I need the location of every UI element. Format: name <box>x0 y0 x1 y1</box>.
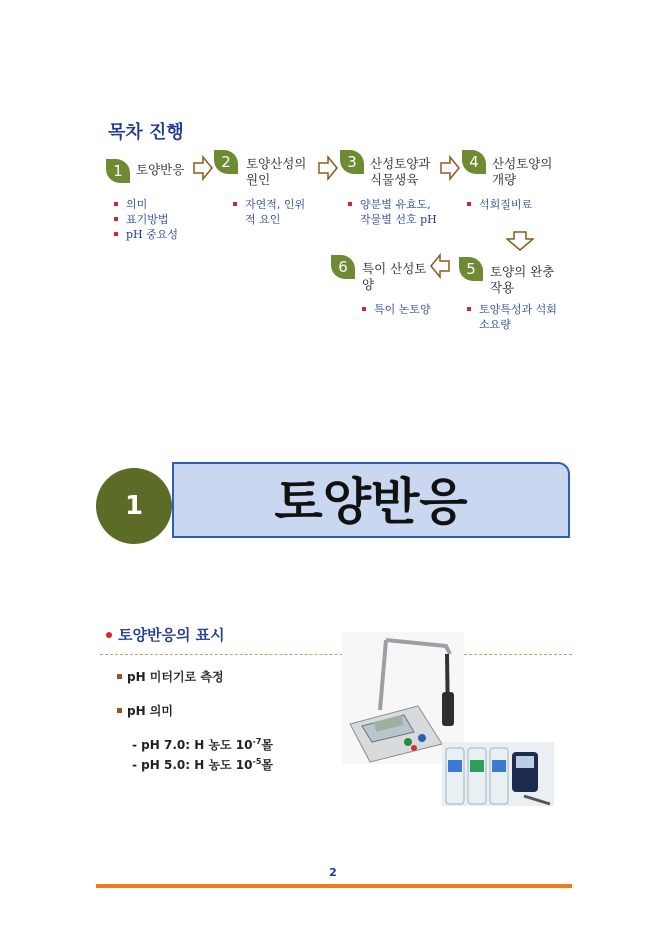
sub-1-unit: 몰 <box>261 738 273 752</box>
step-2-number: 2 <box>214 150 238 174</box>
list-item: 자연적, 인위적 요인 <box>233 197 313 227</box>
sub-2-text: pH 5.0: H 농도 10 <box>141 758 253 772</box>
step-3-label: 산성토양과 식물생육 <box>370 156 431 187</box>
content-sub-2 <box>132 756 273 773</box>
page-number: 2 <box>329 866 337 879</box>
content-sub-1 <box>132 736 273 753</box>
section-number: 1 <box>96 468 172 544</box>
toc-title: 목차 진행 <box>108 122 184 143</box>
square-bullet-icon <box>117 708 122 713</box>
step-1-bullets <box>114 197 178 242</box>
dashed-divider <box>100 654 572 655</box>
step-2-bullets <box>233 197 313 227</box>
sub-1-exponent: -7 <box>252 737 262 746</box>
step-6-bullets <box>362 302 431 317</box>
step-4-bullets <box>467 197 532 212</box>
list-item: 토양특성과 석회소요량 <box>467 302 559 332</box>
ph-meter-bottles-image <box>442 742 554 806</box>
step-6-number: 6 <box>331 255 355 279</box>
step-3-number: 3 <box>340 150 364 174</box>
arrow-right-icon <box>440 155 460 181</box>
step-4-label: 산성토양의 개량 <box>492 156 553 187</box>
list-item: pH 중요성 <box>114 227 178 242</box>
arrow-right-icon <box>318 155 338 181</box>
step-5-number: 5 <box>459 257 483 281</box>
step-2-label: 토양산성의 원인 <box>246 156 307 187</box>
list-item: 양분별 유효도, 작물별 선호 pH <box>348 197 442 227</box>
section-title: 토양반응 <box>274 473 468 531</box>
list-item: 석회질비료 <box>467 197 532 212</box>
list-item: 의미 <box>114 197 178 212</box>
sub-dash: - <box>132 738 142 752</box>
arrow-left-icon <box>430 253 450 279</box>
step-5-bullets <box>467 302 559 332</box>
content-item-1: pH 미터기로 측정 <box>127 670 224 684</box>
square-bullet-icon <box>117 674 122 679</box>
step-5-label: 토양의 완충작용 <box>490 264 555 295</box>
sub-2-exponent: -5 <box>252 757 262 766</box>
arrow-right-icon <box>193 155 213 181</box>
sub-1-text: pH 7.0: H 농도 10 <box>141 738 253 752</box>
content-item-2: pH 의미 <box>127 704 173 718</box>
step-4-number: 4 <box>462 150 486 174</box>
arrow-down-icon <box>506 231 534 251</box>
list-item: 표기방법 <box>114 212 178 227</box>
step-6-label: 특이 산성토양 <box>362 261 427 292</box>
sub-2-unit: 몰 <box>261 758 273 772</box>
footer-rule <box>96 884 572 888</box>
step-1-number: 1 <box>106 159 130 183</box>
bullet-dot-icon <box>106 632 112 638</box>
step-3-bullets <box>348 197 442 227</box>
step-1-label: 토양반응 <box>136 162 185 177</box>
list-item: 특이 논토양 <box>362 302 431 317</box>
sub-dash: - <box>132 758 142 772</box>
content-heading: 토양반응의 표시 <box>118 626 225 644</box>
